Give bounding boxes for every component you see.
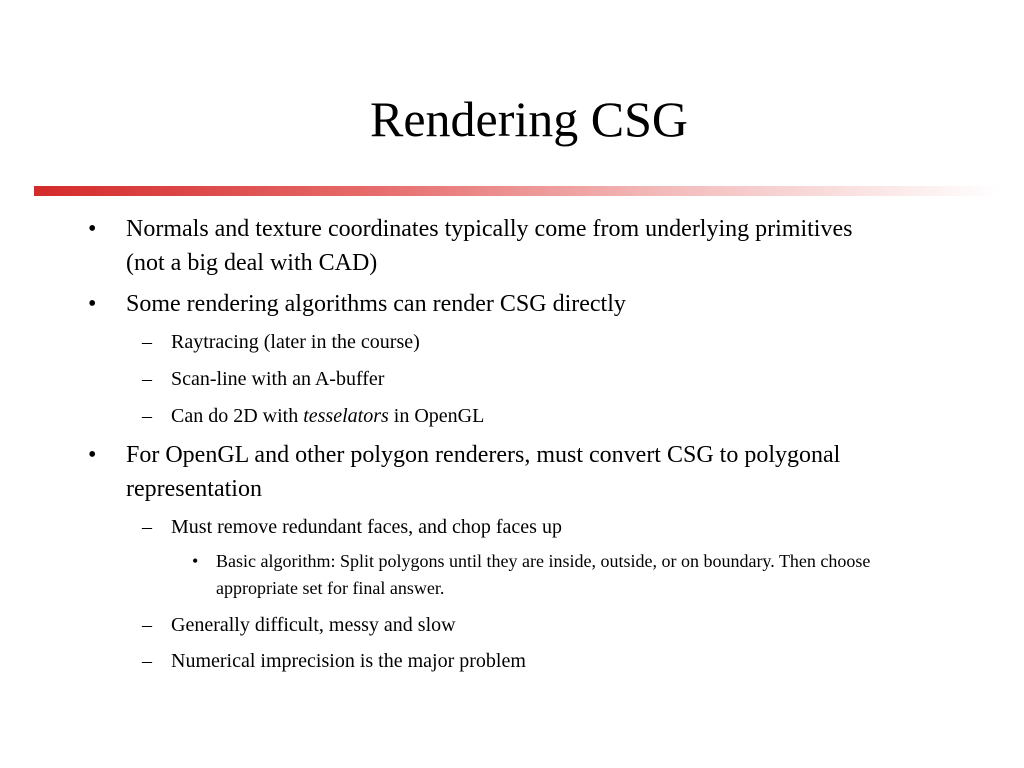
subitem-text: Generally difficult, messy and slow — [171, 614, 456, 636]
subitem-difficult — [142, 611, 911, 639]
subitem-text: Scan-line with an A-buffer — [171, 368, 385, 390]
slide-title: Rendering CSG — [370, 91, 689, 147]
subitem-tesselators — [142, 402, 911, 430]
dash-marker: – — [142, 614, 152, 636]
subitem-text: Raytracing (later in the course) — [171, 331, 420, 353]
bullet-item-normals — [88, 212, 886, 280]
subitem-raytracing — [142, 328, 911, 356]
title-divider — [34, 186, 1000, 196]
subitem-text-before: Can do 2D with — [171, 405, 304, 427]
subitem-scan-line — [142, 365, 911, 393]
subitem-text-after: in OpenGL — [388, 405, 485, 427]
subsubitem-basic-algorithm — [192, 548, 946, 602]
dash-marker: – — [142, 368, 152, 390]
subitem-numerical-imprecision — [142, 647, 911, 675]
bullet-item-polygon-conversion — [88, 438, 886, 506]
subitem-text: Numerical imprecision is the major problem — [171, 650, 526, 672]
subitem-text: Must remove redundant faces, and chop faces up — [171, 516, 562, 538]
bullet-text: Some rendering algorithms can render CSG directly — [126, 291, 626, 317]
bullet-marker: • — [88, 442, 97, 468]
dash-marker: – — [142, 516, 152, 538]
bullet-item-direct-rendering — [88, 287, 886, 321]
bullet-text: For OpenGL and other polygon renderers, must convert CSG to polygonal representation — [126, 442, 841, 502]
bullet-marker: • — [192, 551, 199, 571]
dash-marker: – — [142, 331, 152, 353]
bullet-marker: • — [88, 291, 97, 317]
subsubitem-text: Basic algorithm: Split polygons until they are inside, outside, or on boundary. Then choose appropriate set for final answer. — [216, 551, 871, 598]
subitem-redundant-faces — [142, 513, 911, 541]
dash-marker: – — [142, 405, 152, 427]
bullet-marker: • — [88, 216, 97, 242]
emphasis-text: tesselators — [303, 405, 389, 427]
dash-marker: – — [142, 650, 152, 672]
bullet-text: Normals and texture coordinates typically come from underlying primitives (not a big deal with CAD) — [126, 216, 853, 276]
